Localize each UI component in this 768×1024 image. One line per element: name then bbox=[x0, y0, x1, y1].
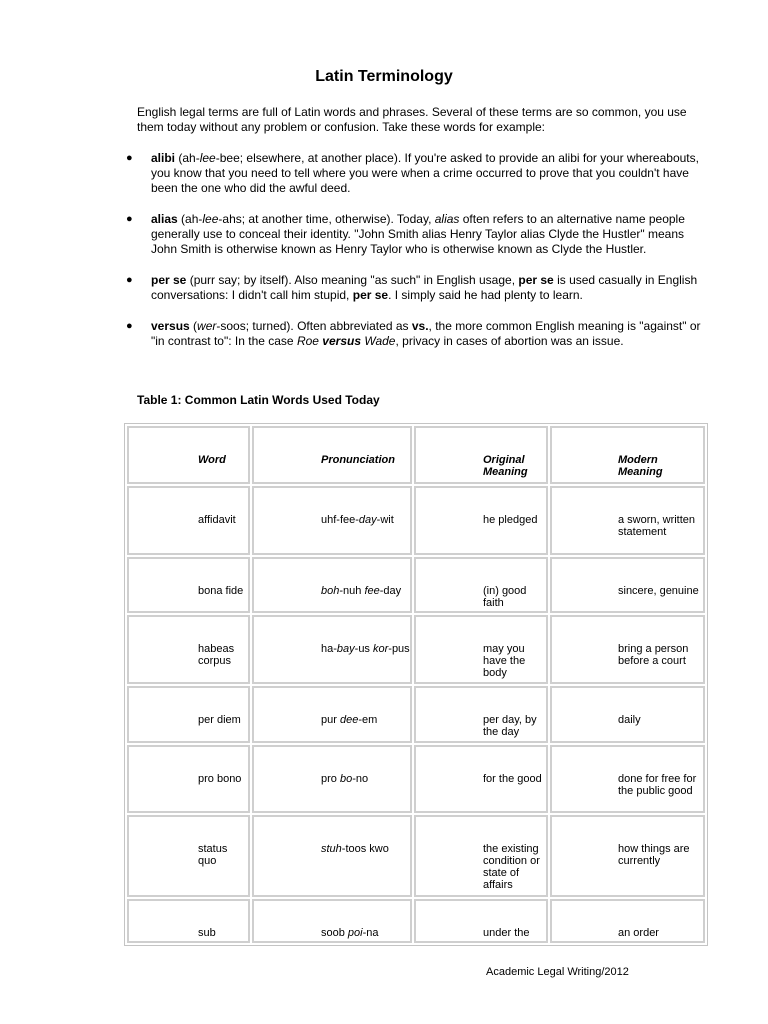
cell-modern: a sworn, written statement bbox=[550, 486, 705, 555]
cell-word: status quo bbox=[127, 815, 250, 897]
cell-original: may you have the body bbox=[414, 615, 548, 684]
list-item-per-se: ● per se (purr say; by itself). Also meaning "as such" in English usage, per se is used casually in English conversations: I didn't call him stupid, per se. I simply said he had plenty to learn. bbox=[126, 273, 698, 302]
term-italic: alias bbox=[434, 212, 460, 226]
cell-original: for the good bbox=[414, 745, 548, 813]
latin-terms-table bbox=[124, 423, 708, 946]
cell-modern: daily bbox=[550, 686, 705, 743]
page-title: Latin Terminology bbox=[315, 68, 453, 85]
cell-word: habeas corpus bbox=[127, 615, 250, 684]
table-row bbox=[127, 486, 705, 555]
term: per se bbox=[151, 273, 187, 287]
cell-pronunciation: stuh-toos kwo bbox=[252, 815, 412, 897]
list-item-alias bbox=[125, 212, 705, 257]
term: alias bbox=[151, 212, 178, 226]
term: alibi bbox=[151, 151, 176, 165]
cell-original: (in) good faith bbox=[414, 557, 548, 613]
cell-pronunciation: pro bo-no bbox=[252, 745, 412, 813]
cell-original: the existing condition or state of affairs bbox=[414, 815, 548, 897]
cell-word: sub bbox=[127, 899, 250, 943]
cell-original: per day, by the day bbox=[414, 686, 548, 743]
table-caption: Table 1: Common Latin Words Used Today bbox=[137, 393, 380, 407]
bullet-icon: ● bbox=[126, 274, 133, 286]
table-row bbox=[127, 686, 705, 743]
cell-pronunciation: pur dee-em bbox=[252, 686, 412, 743]
bullet-icon: ● bbox=[126, 213, 133, 225]
definition: often refers to an alternative name people generally use to conceal their identity. "John Smith alias Henry Taylor alias Clyde the Hustler" means John Smith is otherwise known as Henry Taylor who is otherwise known as Clyde the Hustler. bbox=[151, 212, 685, 256]
header-modern-meaning: Modern Meaning bbox=[550, 426, 705, 484]
table-row bbox=[127, 899, 705, 943]
pronunciation: (ah-lee-bee; elsewhere, at another place). bbox=[178, 151, 402, 165]
cell-modern: bring a person before a court bbox=[550, 615, 705, 684]
cell-modern: an order bbox=[550, 899, 705, 943]
intro-paragraph: English legal terms are full of Latin words and phrases. Several of these terms are so common, you use them today without any problem or confusion. Take these words for example: bbox=[137, 105, 687, 134]
list-item-versus: ● versus (wer-soos; turned). Often abbreviated as vs., the more common English meaning is "against" or "in contrast to": In the case Roe versus Wade, privacy in cases of abortion was an issue. bbox=[126, 319, 701, 348]
bullet-icon: ● bbox=[126, 152, 133, 164]
table-header-row bbox=[127, 426, 705, 484]
pronunciation: (ah-lee-ahs; at another time, otherwise). Today, bbox=[181, 212, 435, 226]
term-list bbox=[125, 151, 705, 365]
cell-word: affidavit bbox=[127, 486, 250, 555]
cell-word: per diem bbox=[127, 686, 250, 743]
cell-original: under the bbox=[414, 899, 548, 943]
cell-word: bona fide bbox=[127, 557, 250, 613]
header-word: Word bbox=[127, 426, 250, 484]
cell-modern: how things are currently bbox=[550, 815, 705, 897]
list-item-alibi bbox=[125, 151, 705, 196]
table-row bbox=[127, 615, 705, 684]
table-row bbox=[127, 815, 705, 897]
header-original-meaning: Original Meaning bbox=[414, 426, 548, 484]
page-footer: Academic Legal Writing/2012 bbox=[486, 966, 629, 978]
cell-original: he pledged bbox=[414, 486, 548, 555]
cell-pronunciation: ha-bay-us kor-pus bbox=[252, 615, 412, 684]
table-row bbox=[127, 557, 705, 613]
cell-pronunciation: soob poi-na bbox=[252, 899, 412, 943]
term: versus bbox=[151, 319, 190, 333]
definition: If you're asked to provide an alibi for your whereabouts, you know that you need to tell where you were when a crime occurred to prove that you couldn't have been the one who did the awful deed. bbox=[151, 151, 699, 195]
table-row bbox=[127, 745, 705, 813]
cell-word: pro bono bbox=[127, 745, 250, 813]
cell-modern: done for free for the public good bbox=[550, 745, 705, 813]
bullet-icon: ● bbox=[126, 320, 133, 332]
pronunciation: (wer-soos; turned). Often abbreviated as bbox=[193, 319, 412, 333]
cell-pronunciation: boh-nuh fee-day bbox=[252, 557, 412, 613]
cell-pronunciation: uhf-fee-day-wit bbox=[252, 486, 412, 555]
cell-modern: sincere, genuine bbox=[550, 557, 705, 613]
header-pronunciation: Pronunciation bbox=[252, 426, 412, 484]
